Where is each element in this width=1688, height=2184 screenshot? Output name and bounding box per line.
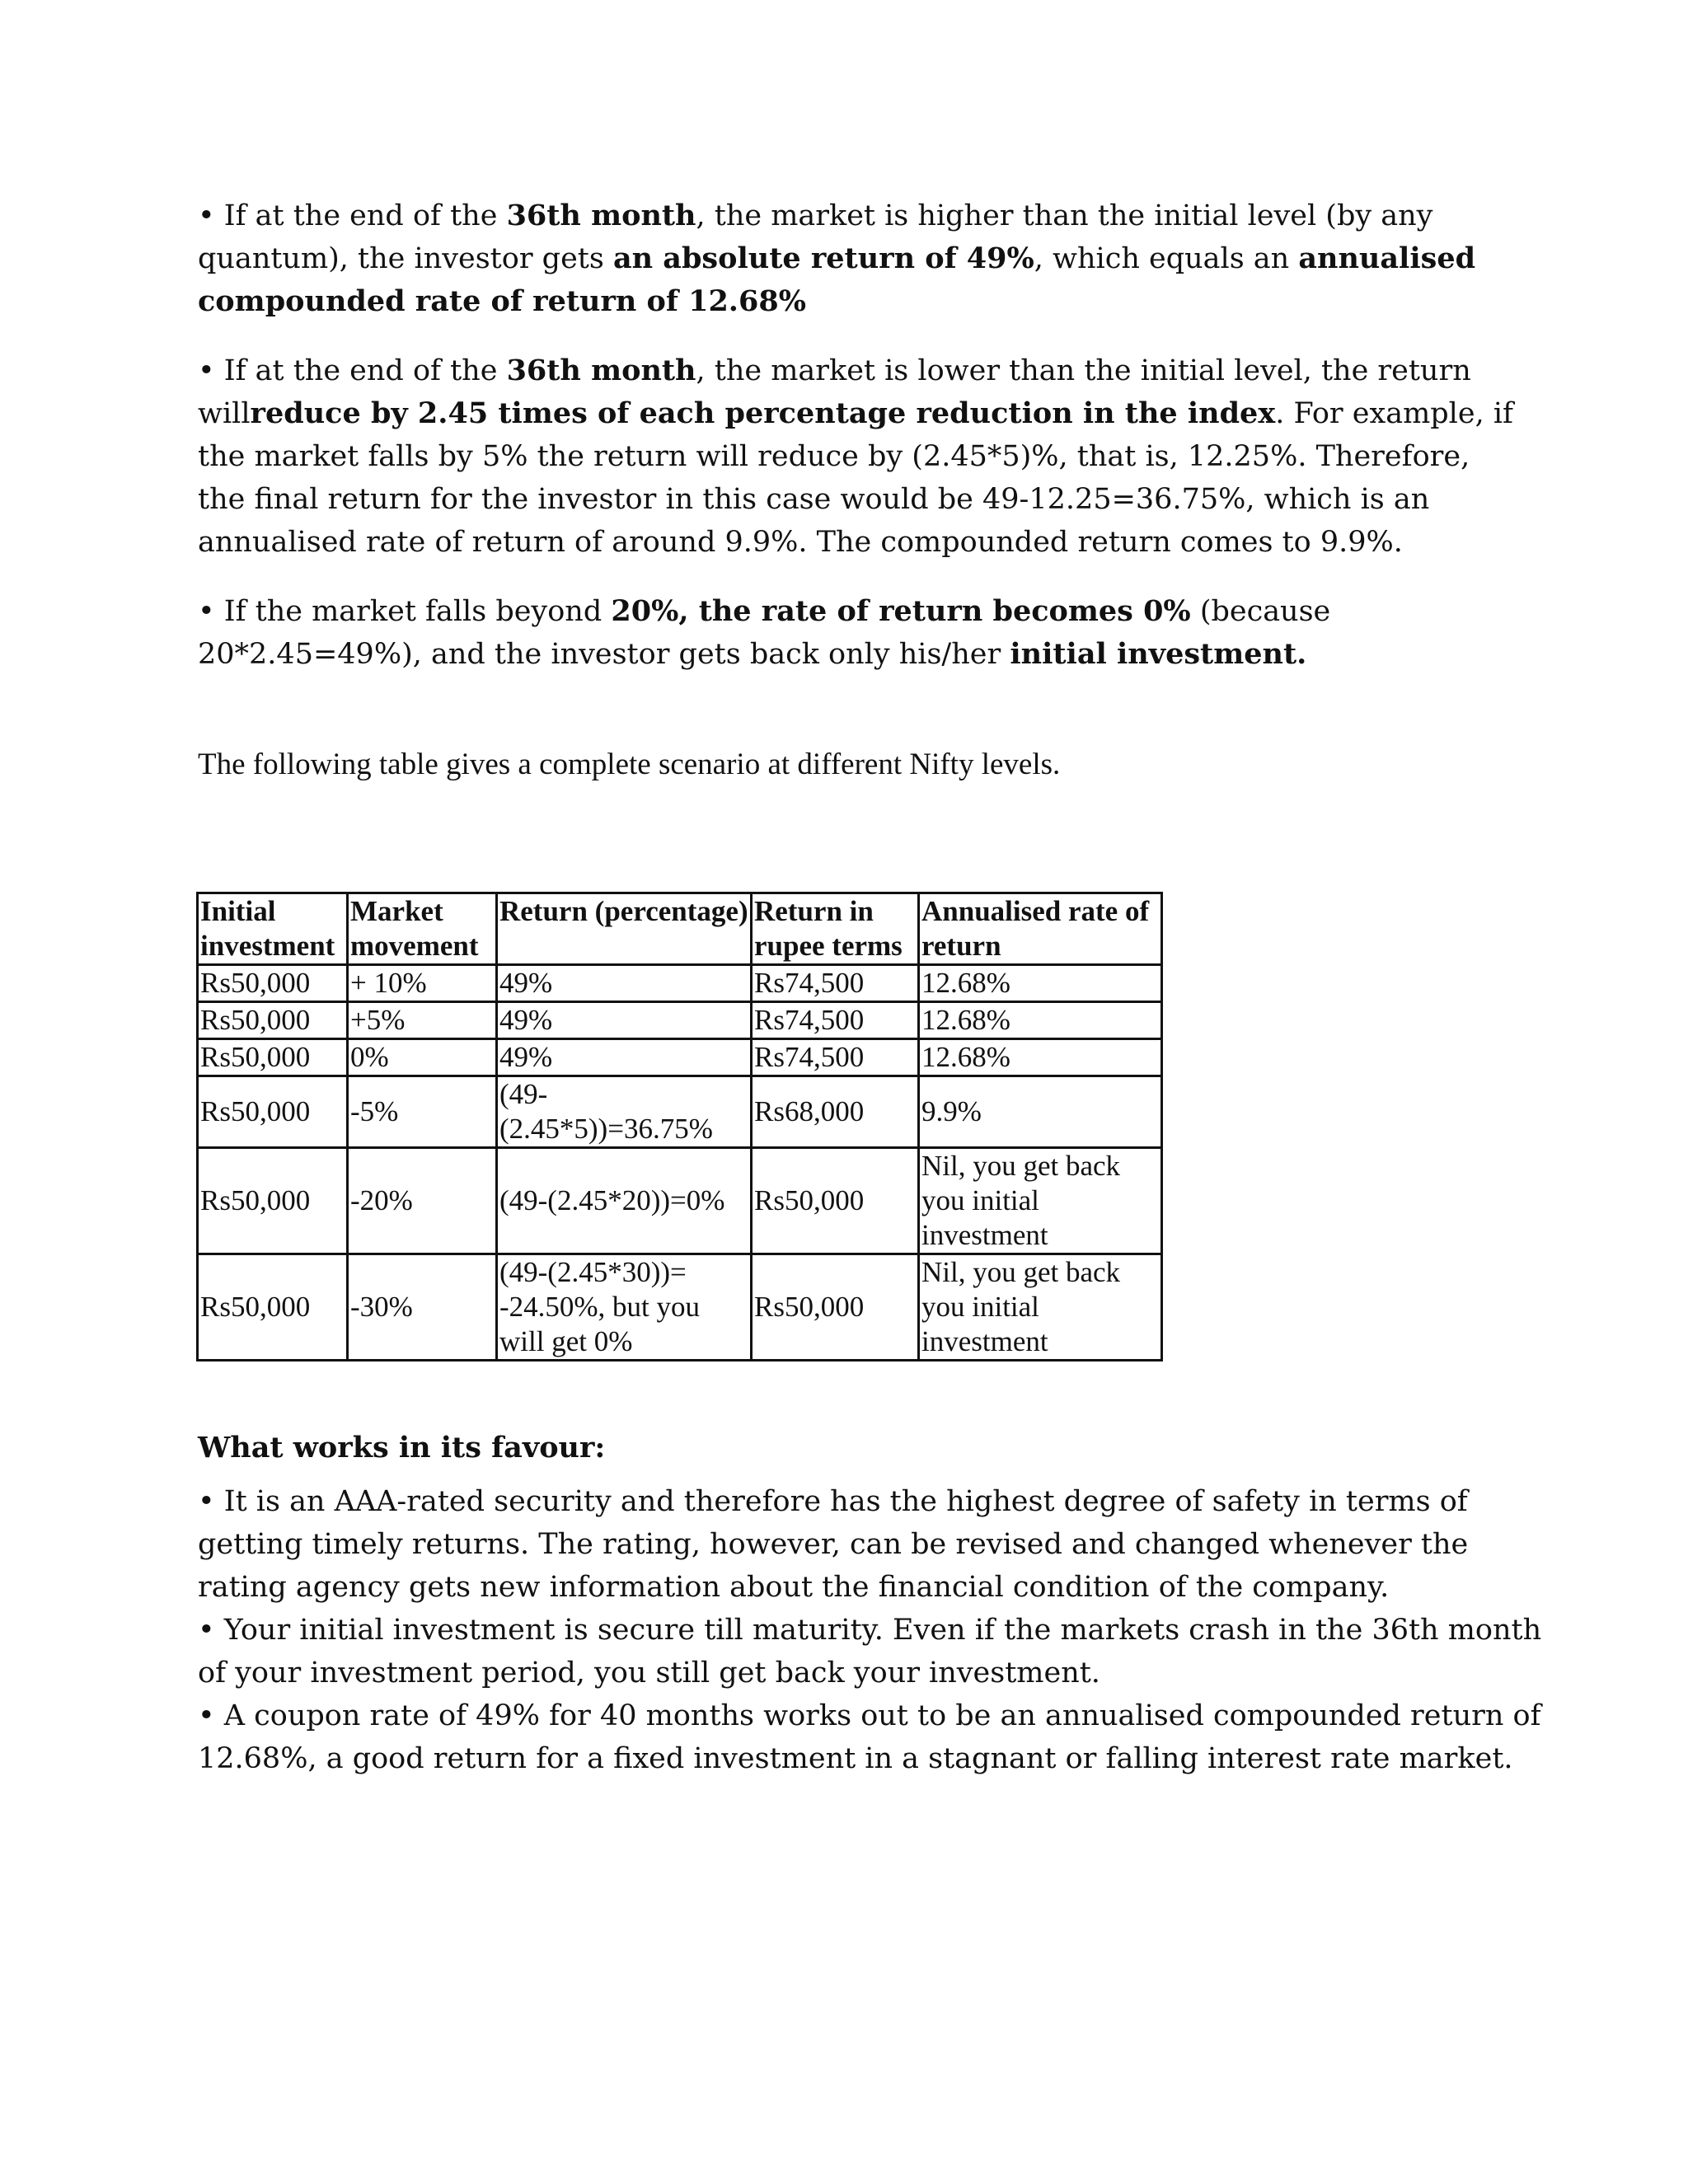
body-text: • If at the end of the xyxy=(198,199,507,232)
table-cell: Rs50,000 xyxy=(198,1076,348,1148)
table-cell: 12.68% xyxy=(919,965,1162,1002)
table-cell: 49% xyxy=(497,1039,752,1076)
header-market-movement: Market movement xyxy=(348,893,497,965)
table-cell: Rs50,000 xyxy=(198,1254,348,1361)
table-cell: 0% xyxy=(348,1039,497,1076)
header-initial-investment: Initial investment xyxy=(198,893,348,965)
table-cell: Rs50,000 xyxy=(198,1039,348,1076)
scenario-table xyxy=(196,892,1163,1361)
table-cell: +5% xyxy=(348,1002,497,1039)
table-cell: 12.68% xyxy=(919,1002,1162,1039)
table-header-row xyxy=(198,893,1162,965)
table-row xyxy=(198,965,1162,1002)
favour-heading: What works in its favour: xyxy=(198,1431,606,1465)
table-cell: Rs50,000 xyxy=(198,1002,348,1039)
table-cell: + 10% xyxy=(348,965,497,1002)
table-cell: Nil, you get back you initial investment xyxy=(919,1148,1162,1254)
header-annualised-rate: Annualised rate of return xyxy=(919,893,1162,965)
table-cell: Nil, you get back you initial investment xyxy=(919,1254,1162,1361)
table-cell: (49-(2.45*30))= -24.50%, but you will get 0% xyxy=(497,1254,752,1361)
table-cell: 49% xyxy=(497,1002,752,1039)
bullet-lower-market xyxy=(198,349,1517,564)
table-cell: (49-(2.45*20))=0% xyxy=(497,1148,752,1254)
table-cell: 9.9% xyxy=(919,1076,1162,1148)
bold-text: annualised compounded rate of return of 12.68% xyxy=(198,241,1476,318)
table-cell: Rs50,000 xyxy=(198,965,348,1002)
body-text: • If at the end of the xyxy=(198,354,507,387)
favour-point: • It is an AAA-rated security and therefore has the highest degree of safety in terms of getting timely returns. The rating, however, can be revised and changed whenever the rating agency gets new information about the financial condition of the company. xyxy=(198,1485,1469,1604)
favour-point: • Your initial investment is secure till maturity. Even if the markets crash in the 36th month of your investment period, you still get back your investment. xyxy=(198,1614,1542,1690)
table-cell: Rs68,000 xyxy=(752,1076,919,1148)
body-text: , the market is higher than the initial level (by any quantum), the investor gets xyxy=(198,199,1433,275)
table-cell: Rs50,000 xyxy=(198,1148,348,1254)
table-row xyxy=(198,1254,1162,1361)
table-cell: Rs50,000 xyxy=(752,1254,919,1361)
bold-text: an absolute return of 49% xyxy=(612,241,1034,275)
body-text: (because 20*2.45=49%), and the investor gets back only his/her xyxy=(198,595,1331,671)
bold-text: initial investment. xyxy=(1010,637,1307,671)
bold-text: 20%, the rate of return becomes 0% xyxy=(611,594,1191,628)
table-cell: Rs50,000 xyxy=(752,1148,919,1254)
bullet-higher-market xyxy=(198,194,1517,323)
bold-text: reduce by 2.45 times of each percentage reduction in the index xyxy=(250,396,1276,430)
bold-text: 36th month xyxy=(506,199,696,232)
table-cell: -30% xyxy=(348,1254,497,1361)
table-row xyxy=(198,1148,1162,1254)
table-cell: 12.68% xyxy=(919,1039,1162,1076)
table-cell: Rs74,500 xyxy=(752,965,919,1002)
table-cell: -5% xyxy=(348,1076,497,1148)
body-text: , the market is lower than the initial level, the return will xyxy=(198,354,1471,430)
header-return-rupee: Return in rupee terms xyxy=(752,893,919,965)
favour-point: • A coupon rate of 49% for 40 months works out to be an annualised compounded return of 12.68%, a good return for a fixed investment in a stagnant or falling interest rate market. xyxy=(198,1699,1541,1775)
body-text: , which equals an xyxy=(1034,242,1299,275)
table-cell: 49% xyxy=(497,965,752,1002)
bold-text: 36th month xyxy=(506,354,696,387)
table-cell: Rs74,500 xyxy=(752,1002,919,1039)
header-return-percentage: Return (percentage) xyxy=(497,893,752,965)
body-text: • If the market falls beyond xyxy=(198,595,612,628)
table-cell: (49-(2.45*5))=36.75% xyxy=(497,1076,752,1148)
favour-list xyxy=(198,1480,1550,1780)
table-row xyxy=(198,1039,1162,1076)
table-intro: The following table gives a complete scenario at different Nifty levels. xyxy=(198,748,1061,781)
table-cell: Rs74,500 xyxy=(752,1039,919,1076)
table-row xyxy=(198,1076,1162,1148)
table-row xyxy=(198,1002,1162,1039)
bullet-falls-beyond xyxy=(198,590,1517,676)
body-text: . For example, if the market falls by 5% the return will reduce by (2.45*5)%, that is, 12.25%. Therefore, the final return for the investor in this case would be 49-12.25=36.75%, which is an annualised rate of return of around 9.9%. The compounded return comes to 9.9%. xyxy=(198,397,1513,559)
table-cell: -20% xyxy=(348,1148,497,1254)
